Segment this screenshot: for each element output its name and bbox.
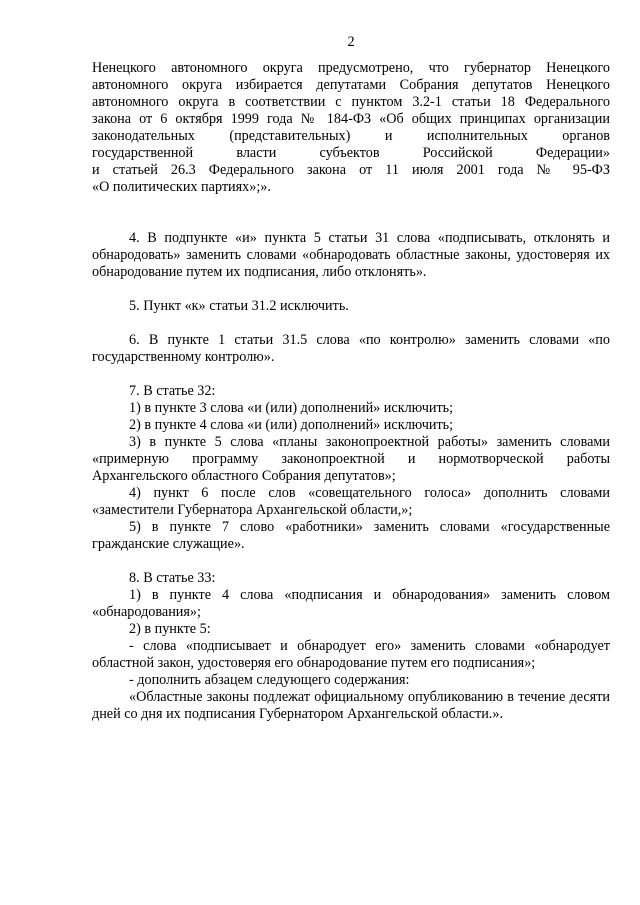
item-7-subitem: 2) в пункте 4 слова «и (или) дополнений» исключить;: [129, 417, 454, 433]
page-number: 2: [347, 34, 355, 50]
intro-paragraph: [92, 60, 610, 196]
intro-line: закона от 6 октября 1999 года № 184-ФЗ «Об общих принципах организации: [92, 111, 610, 127]
item-8: [92, 570, 610, 723]
item-4-text: 4. В подпункте «и» пункта 5 статьи 31 слова «подписывать, отклонять и обнародовать» заменить словами «обнародовать областные законы, удостоверяя их обнародование путем их подписания, либо отклонять».: [92, 230, 610, 280]
item-6-text: 6. В пункте 1 статьи 31.5 слова «по контролю» заменить словами «по государственному контролю».: [92, 332, 610, 365]
item-8-subitem: 2) в пункте 5:: [129, 621, 211, 637]
item-6: [92, 332, 610, 366]
intro-line: государственной власти субъектов Российской Федерации»: [92, 145, 610, 161]
document-page: [92, 34, 610, 723]
intro-line: автономного округа в соответствии с пунктом 3.2-1 статьи 18 Федерального: [92, 94, 610, 110]
item-8-subitem: 1) в пункте 4 слова «подписания и обнародования» заменить словом «обнародования»;: [92, 587, 610, 620]
item-5: [92, 298, 610, 315]
item-7-heading: 7. В статье 32:: [129, 383, 216, 399]
item-5-text: 5. Пункт «к» статьи 31.2 исключить.: [129, 298, 349, 314]
item-8-subitem: - слова «подписывает и обнародует его» заменить словами «обнародует областной закон, удостоверяя его обнародование путем его подписания»;: [92, 638, 610, 671]
intro-line: законодательных (представительных) и исполнительных органов: [92, 128, 610, 144]
item-8-subitem: «Областные законы подлежат официальному опубликованию в течение десяти дней со дня их подписания Губернатором Архангельской области.».: [92, 689, 610, 722]
item-7-subitem: 1) в пункте 3 слова «и (или) дополнений» исключить;: [129, 400, 454, 416]
intro-line: автономного округа избирается депутатами Собрания депутатов Ненецкого: [92, 77, 610, 93]
intro-line: и статьей 26.3 Федерального закона от 11 июля 2001 года № 95-ФЗ: [92, 162, 610, 178]
item-4: [92, 230, 610, 281]
item-7: [92, 383, 610, 553]
item-8-subitem: - дополнить абзацем следующего содержания:: [129, 672, 410, 688]
item-7-subitem: 5) в пункте 7 слово «работники» заменить словами «государственные гражданские служащие».: [92, 519, 610, 552]
item-7-subitem: 3) в пункте 5 слова «планы законопроектной работы» заменить словами «примерную программу законопроектной и нормотворческой работы Архангельского областного Собрания депутатов»;: [92, 434, 610, 484]
intro-line: «О политических партиях»;».: [92, 179, 271, 195]
item-7-subitem: 4) пункт 6 после слов «совещательного голоса» дополнить словами «заместители Губернатора Архангельской области,»;: [92, 485, 610, 518]
item-8-heading: 8. В статье 33:: [129, 570, 216, 586]
intro-line: Ненецкого автономного округа предусмотрено, что губернатор Ненецкого: [92, 60, 610, 76]
